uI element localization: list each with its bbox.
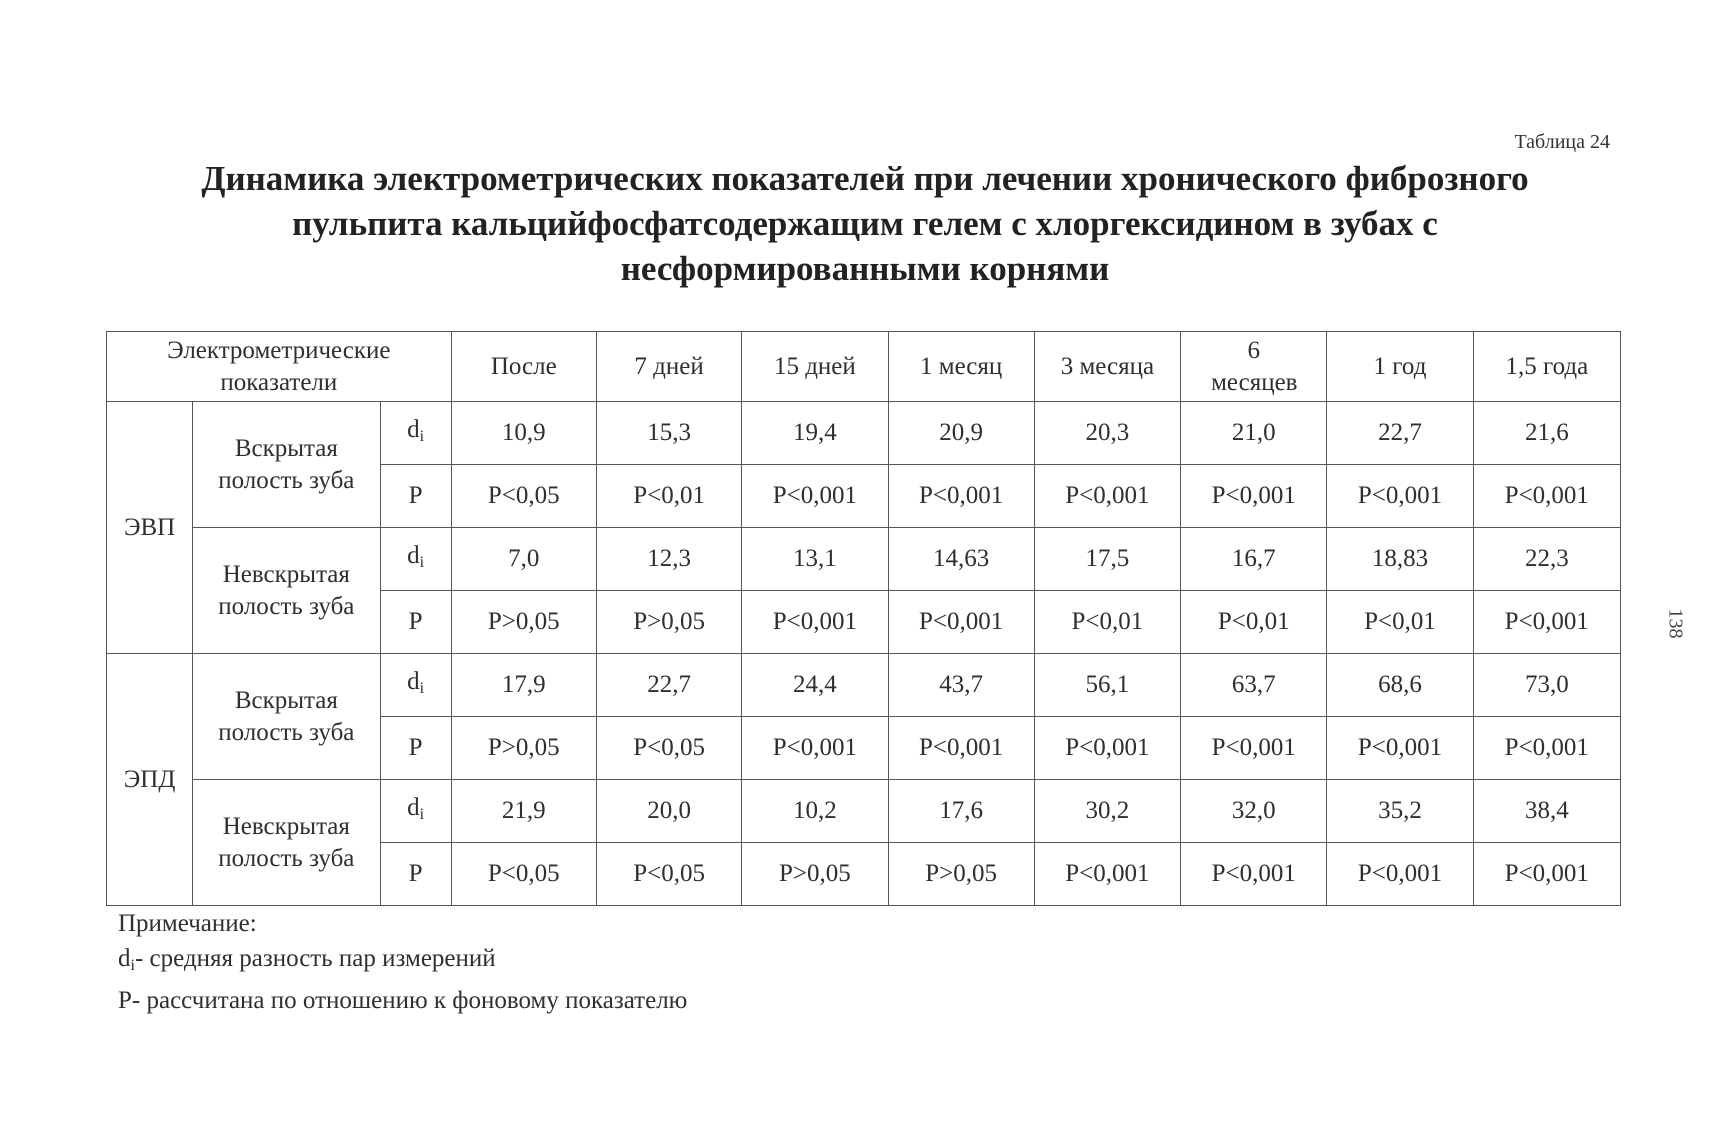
di-value-cell: 73,0 [1473, 654, 1620, 717]
table-title [110, 156, 1620, 291]
note-di: $d_i-$ средняя разность пар измерений [118, 945, 496, 974]
p-value-cell: P<0,01 [1327, 591, 1473, 654]
di-value-cell: 7,0 [451, 528, 596, 591]
group-label: ЭВП [107, 402, 193, 654]
di-value-cell: 38,4 [1473, 780, 1620, 843]
di-value-cell: 19,4 [742, 402, 888, 465]
header-period: 1 год [1327, 332, 1473, 402]
header-indicators: Электрометрические показатели [107, 332, 452, 402]
di-symbol: $d_i$ [380, 528, 451, 591]
p-value-cell: P<0,05 [596, 843, 741, 906]
di-symbol: $d_i$ [380, 780, 451, 843]
di-value-cell: 12,3 [596, 528, 741, 591]
p-value-cell: P<0,001 [1473, 843, 1620, 906]
p-value-cell: P<0,001 [888, 591, 1034, 654]
header-period: 1 месяц [888, 332, 1034, 402]
p-value-cell: P<0,05 [596, 717, 741, 780]
p-value-cell: P<0,001 [1327, 843, 1473, 906]
notes-heading: Примечание: [118, 910, 257, 937]
p-value-cell: P<0,001 [1327, 717, 1473, 780]
di-value-cell: 18,83 [1327, 528, 1473, 591]
di-value-cell: 35,2 [1327, 780, 1473, 843]
p-value-cell: P>0,05 [451, 591, 596, 654]
p-value-cell: P<0,001 [1327, 465, 1473, 528]
title-line-1: Динамика электрометрических показателей при лечении хронического фиброзного [201, 159, 1529, 198]
p-value-cell: P<0,001 [888, 465, 1034, 528]
p-value-cell: P<0,01 [1181, 591, 1327, 654]
header-period: После [451, 332, 596, 402]
condition-label: Невскрытая полость зуба [193, 780, 380, 906]
di-value-cell: 22,7 [1327, 402, 1473, 465]
di-value-cell: 20,0 [596, 780, 741, 843]
p-value-cell: P<0,001 [1181, 465, 1327, 528]
di-value-cell: 17,9 [451, 654, 596, 717]
di-value-cell: 17,5 [1034, 528, 1180, 591]
note-p: P- рассчитана по отношению к фоновому показателю [118, 987, 688, 1014]
di-value-cell: 20,9 [888, 402, 1034, 465]
di-value-cell: 10,9 [451, 402, 596, 465]
p-value-cell: P>0,05 [742, 843, 888, 906]
di-value-cell: 56,1 [1034, 654, 1180, 717]
p-value-cell: P<0,001 [1473, 717, 1620, 780]
table-row [107, 528, 1621, 591]
di-value-cell: 21,0 [1181, 402, 1327, 465]
di-value-cell: 10,2 [742, 780, 888, 843]
p-symbol: P [380, 717, 451, 780]
table-row [107, 402, 1621, 465]
di-value-cell: 63,7 [1181, 654, 1327, 717]
header-period: 15 дней [742, 332, 888, 402]
p-value-cell: P<0,01 [596, 465, 741, 528]
di-value-cell: 21,6 [1473, 402, 1620, 465]
di-value-cell: 24,4 [742, 654, 888, 717]
p-value-cell: P<0,05 [451, 465, 596, 528]
di-value-cell: 68,6 [1327, 654, 1473, 717]
condition-label: Невскрытая полость зуба [193, 528, 380, 654]
p-value-cell: P<0,001 [1181, 717, 1327, 780]
di-value-cell: 15,3 [596, 402, 741, 465]
di-value-cell: 22,7 [596, 654, 741, 717]
p-value-cell: P>0,05 [451, 717, 596, 780]
p-value-cell: P<0,001 [1181, 843, 1327, 906]
table-row [107, 654, 1621, 717]
p-symbol: P [380, 843, 451, 906]
table-row [107, 780, 1621, 843]
p-value-cell: P<0,001 [1034, 465, 1180, 528]
title-line-3: несформированными корнями [620, 249, 1110, 288]
notes [118, 906, 687, 1018]
p-value-cell: P>0,05 [596, 591, 741, 654]
p-value-cell: P<0,001 [1473, 591, 1620, 654]
p-symbol: P [380, 465, 451, 528]
header-period: 3 месяца [1034, 332, 1180, 402]
p-value-cell: P<0,001 [742, 591, 888, 654]
p-value-cell: P<0,001 [1473, 465, 1620, 528]
di-value-cell: 13,1 [742, 528, 888, 591]
di-value-cell: 17,6 [888, 780, 1034, 843]
di-value-cell: 30,2 [1034, 780, 1180, 843]
di-value-cell: 22,3 [1473, 528, 1620, 591]
p-value-cell: P<0,001 [888, 717, 1034, 780]
p-value-cell: P<0,001 [742, 717, 888, 780]
di-value-cell: 21,9 [451, 780, 596, 843]
p-symbol: P [380, 591, 451, 654]
p-value-cell: P<0,001 [1034, 843, 1180, 906]
di-value-cell: 32,0 [1181, 780, 1327, 843]
di-value-cell: 20,3 [1034, 402, 1180, 465]
header-period: 7 дней [596, 332, 741, 402]
header-period: 6 месяцев [1181, 332, 1327, 402]
p-value-cell: P<0,001 [742, 465, 888, 528]
group-label: ЭПД [107, 654, 193, 906]
condition-label: Вскрытая полость зуба [193, 654, 380, 780]
p-value-cell: P<0,05 [451, 843, 596, 906]
electrometric-table [106, 331, 1621, 906]
di-value-cell: 43,7 [888, 654, 1034, 717]
di-value-cell: 16,7 [1181, 528, 1327, 591]
p-value-cell: P<0,001 [1034, 717, 1180, 780]
di-value-cell: 14,63 [888, 528, 1034, 591]
di-symbol: $d_i$ [380, 402, 451, 465]
p-value-cell: P>0,05 [888, 843, 1034, 906]
title-line-2: пульпита кальцийфосфатсодержащим гелем с хлоргексидином в зубах с [292, 204, 1438, 243]
di-symbol: $d_i$ [380, 654, 451, 717]
p-value-cell: P<0,01 [1034, 591, 1180, 654]
table-number-label: Таблица 24 [1514, 131, 1610, 153]
condition-label: Вскрытая полость зуба [193, 402, 380, 528]
page-number: 138 [1664, 608, 1687, 639]
header-period: 1,5 года [1473, 332, 1620, 402]
header-row [107, 332, 1621, 402]
